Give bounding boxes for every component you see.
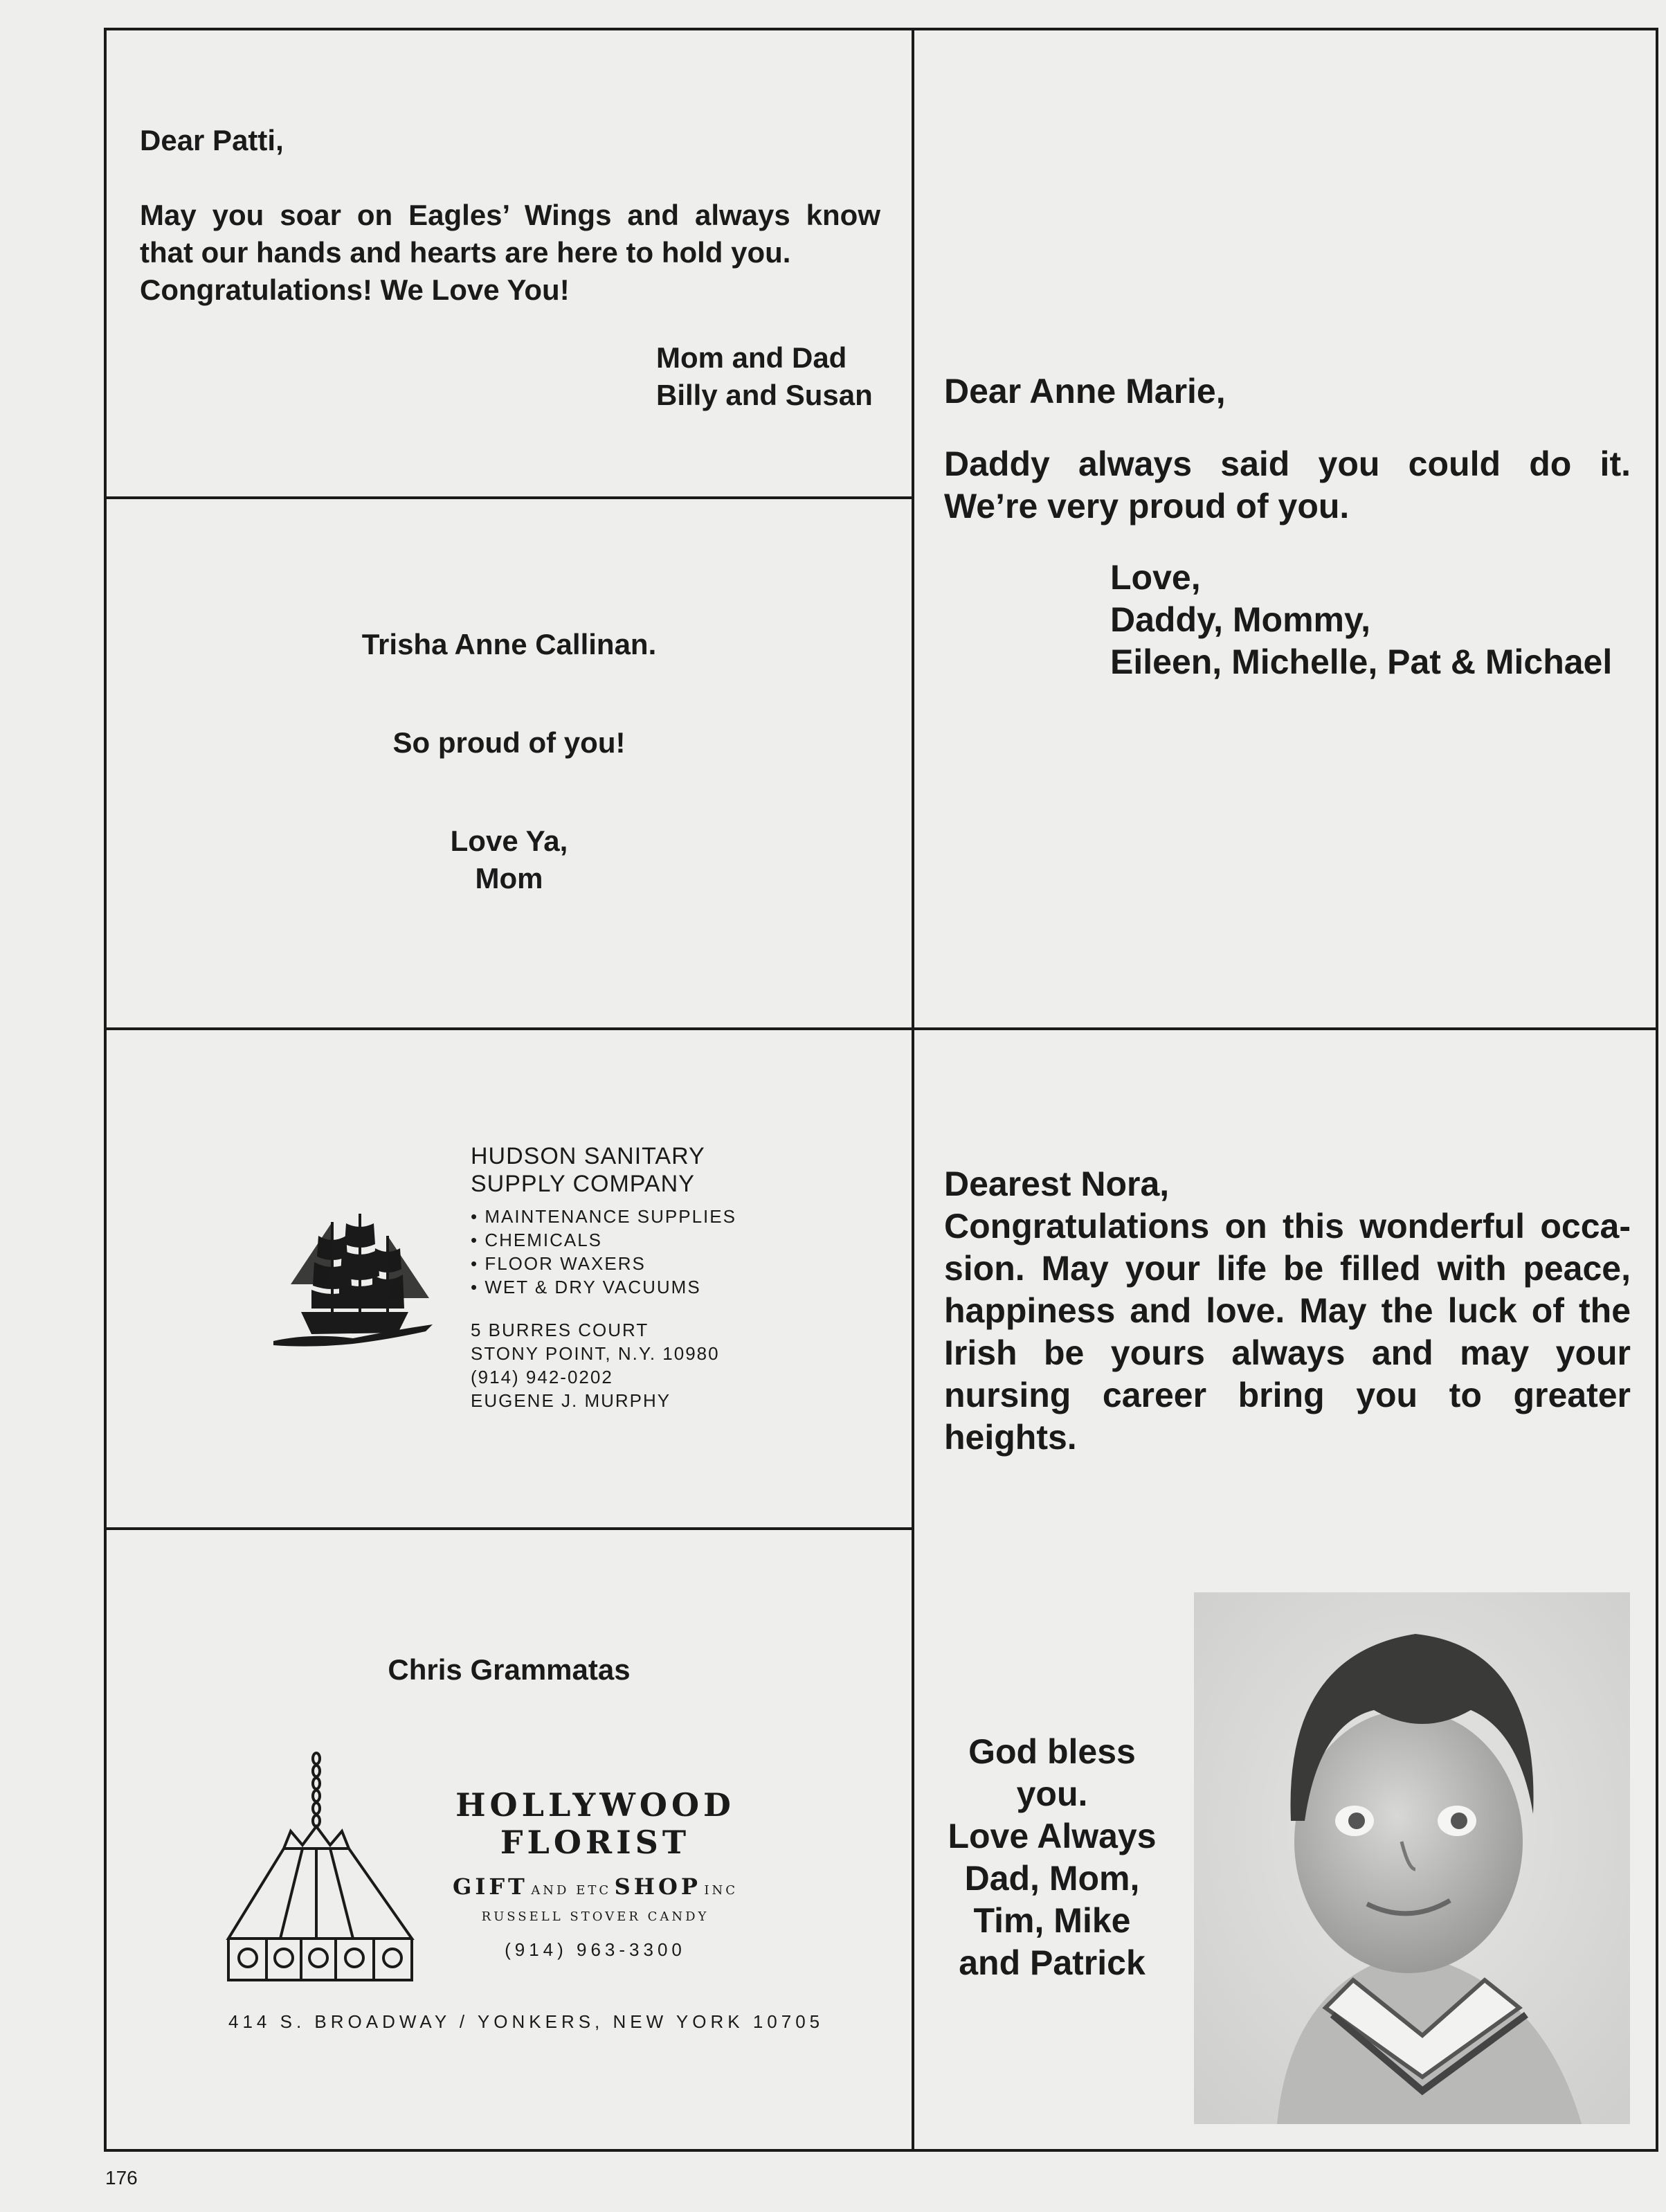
florist-sub-right: SHOP	[614, 1873, 701, 1900]
patti-signature-line: Billy and Susan	[656, 379, 873, 411]
patti-body-line: May you soar on Eagles’ Wings and always know	[140, 199, 880, 231]
anne-marie-body-line: Daddy always said you could do it.	[944, 444, 1631, 483]
hudson-name-line: HUDSON SANITARY	[471, 1143, 705, 1169]
anne-marie-body-line: We’re very proud of you.	[944, 487, 1350, 525]
florist-ad-text	[401, 1786, 789, 1961]
hudson-address-line: (914) 942-0202	[471, 1367, 613, 1387]
trisha-closing: Love Ya,	[450, 825, 568, 857]
nora-body-line: sion. May your life be filled with peace,	[944, 1249, 1631, 1288]
patti-greeting: Dear Patti,	[140, 124, 284, 156]
hudson-name-line: SUPPLY COMPANY	[471, 1171, 695, 1197]
florist-phone: (914) 963-3300	[505, 1939, 686, 1960]
patti-body-line: that our hands and hearts are here to hold you.	[140, 236, 791, 269]
nora-blessing-line: you.	[1016, 1774, 1088, 1813]
nora-blessing-line: and Patrick	[959, 1943, 1146, 1982]
florist-sub-left: GIFT	[453, 1873, 528, 1900]
vertical-divider	[912, 28, 914, 2152]
trisha-signer: Mom	[475, 862, 543, 894]
hudson-address-line: STONY POINT, N.Y. 10980	[471, 1343, 720, 1364]
nora-blessing-line: Tim, Mike	[973, 1901, 1131, 1940]
hudson-service-item: • CHEMICALS	[471, 1228, 858, 1252]
nora-body-line: Congratulations on this wonderful occa-	[944, 1207, 1631, 1246]
divider-row-2	[104, 1027, 1658, 1030]
hudson-service-item: • FLOOR WAXERS	[471, 1252, 858, 1275]
hudson-services-list	[471, 1205, 858, 1299]
anne-marie-message	[944, 370, 1631, 683]
trisha-text: So proud of you!	[392, 726, 626, 759]
florist-name: HOLLYWOOD FLORIST	[455, 1786, 735, 1861]
anne-marie-greeting: Dear Anne Marie,	[944, 372, 1226, 411]
florist-candy: RUSSELL STOVER CANDY	[481, 1909, 709, 1924]
hudson-service-item: • WET & DRY VACUUMS	[471, 1275, 858, 1299]
anne-marie-closing-line: Love,	[1110, 558, 1201, 597]
florist-address: 414 S. BROADWAY / YONKERS, NEW YORK 10705	[228, 2011, 824, 2032]
hudson-ship-logo	[270, 1208, 436, 1350]
florist-sponsor: Chris Grammatas	[388, 1653, 631, 1686]
child-photo	[1194, 1592, 1630, 2124]
patti-signature-line: Mom and Dad	[656, 341, 847, 374]
nora-blessing	[927, 1731, 1177, 1984]
divider-left-1	[104, 496, 914, 499]
florist-lamp-logo	[225, 1752, 419, 1987]
nora-blessing-line: Love Always	[948, 1817, 1157, 1855]
hudson-ad-text	[471, 1142, 858, 1412]
child-portrait-image	[1194, 1592, 1630, 2124]
sailing-ship-icon	[270, 1208, 436, 1350]
trisha-message	[107, 626, 912, 897]
nora-greeting: Dearest Nora,	[944, 1165, 1170, 1203]
hanging-lamp-icon	[225, 1752, 419, 1987]
trisha-name: Trisha Anne Callinan.	[361, 628, 657, 660]
nora-body-line: heights.	[944, 1418, 1077, 1457]
hudson-address-line: EUGENE J. MURPHY	[471, 1390, 671, 1411]
patti-body-line: Congratulations! We Love You!	[140, 273, 570, 306]
nora-body-line: Irish be yours always and may your	[944, 1333, 1631, 1372]
nora-body-line: nursing career bring you to greater	[944, 1376, 1631, 1414]
divider-left-3	[104, 1527, 914, 1530]
hudson-service-item: • MAINTENANCE SUPPLIES	[471, 1205, 858, 1228]
florist-sub-inc: INC	[704, 1883, 738, 1898]
hudson-address-line: 5 BURRES COURT	[471, 1320, 649, 1340]
patti-message	[140, 122, 880, 414]
nora-message	[944, 1163, 1631, 1459]
nora-blessing-line: Dad, Mom,	[964, 1859, 1140, 1898]
nora-body-line: happiness and love. May the luck of the	[944, 1291, 1631, 1330]
florist-sub-mid: AND ETC	[531, 1883, 612, 1898]
anne-marie-closing-line: Daddy, Mommy,	[1110, 600, 1370, 639]
page-number: 176	[105, 2167, 138, 2188]
nora-blessing-line: God bless	[968, 1732, 1136, 1771]
anne-marie-closing-line: Eileen, Michelle, Pat & Michael	[1110, 642, 1613, 681]
